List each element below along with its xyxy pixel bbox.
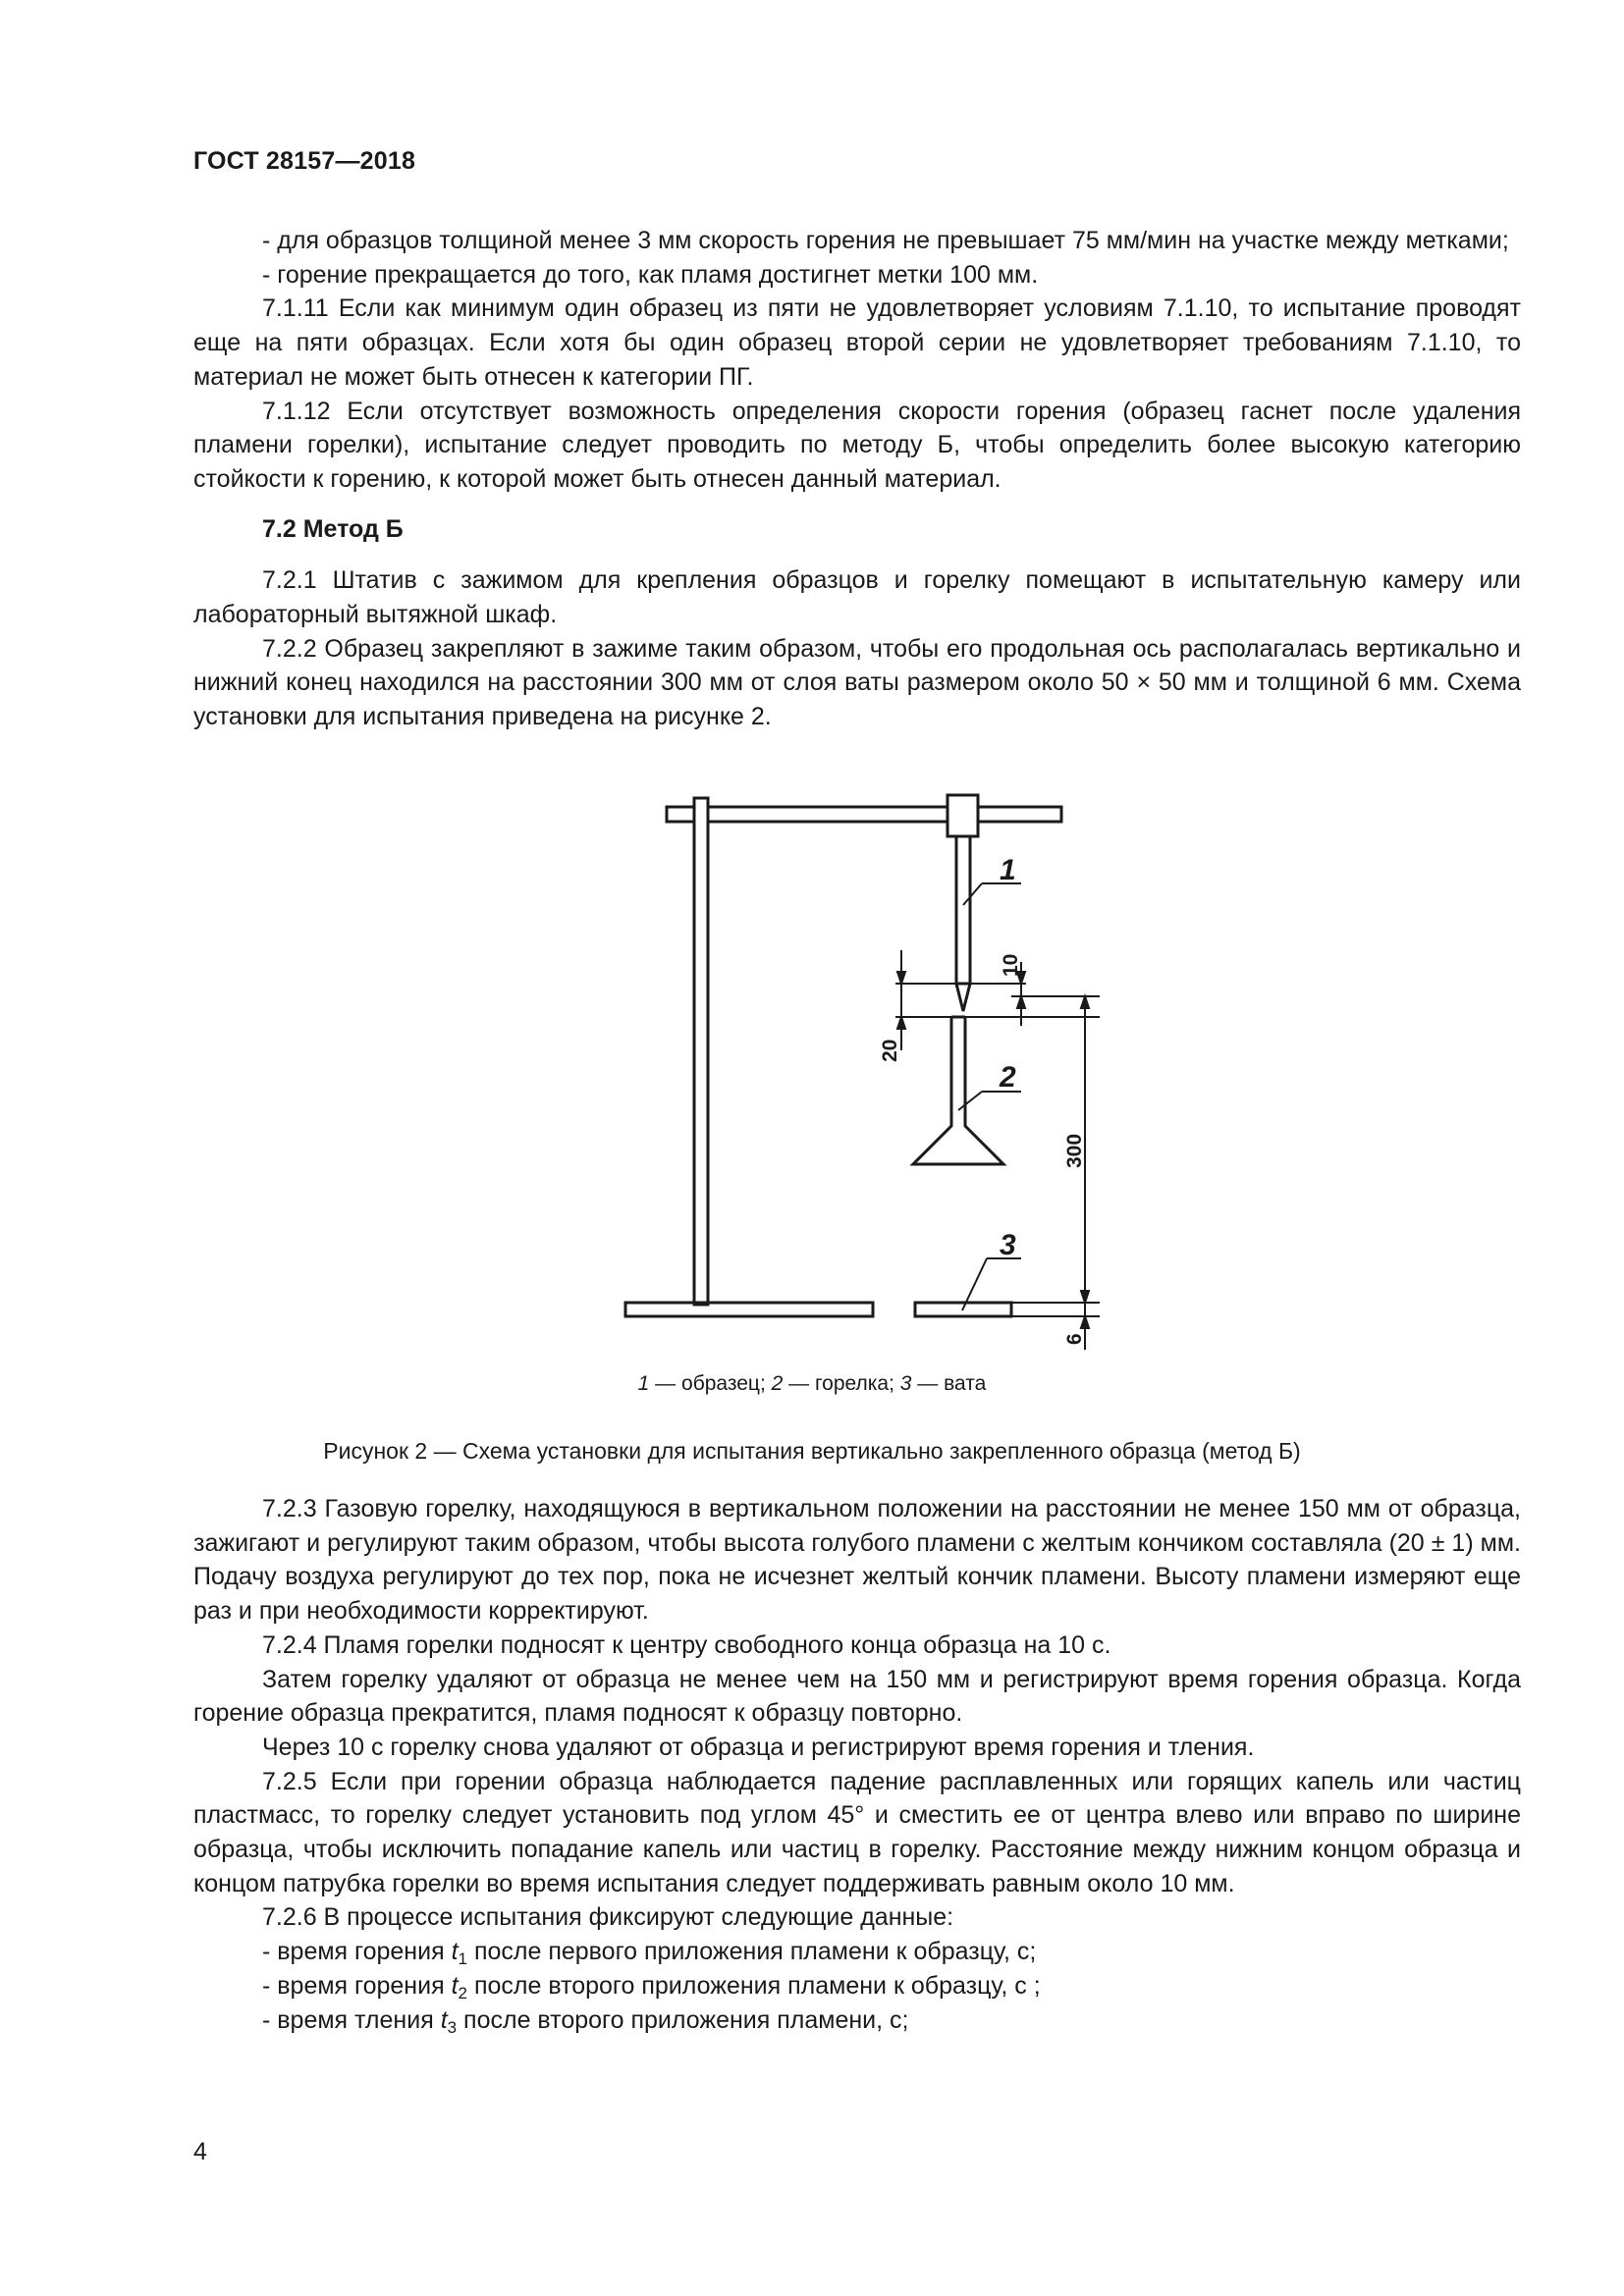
legend-text: — вата — [911, 1372, 987, 1395]
clamp-block — [947, 795, 978, 836]
legend-text: — образец; — [649, 1372, 772, 1395]
label-specimen: 1 — [1000, 854, 1016, 886]
dim-10: 10 — [1000, 953, 1022, 977]
figure-caption: Рисунок 2 — Схема установки для испытания вертикально закрепленного образца (метод Б) — [323, 1438, 1301, 1464]
paragraph-7-2-5: 7.2.5 Если при горении образца наблюдается падение расплавленных или горящих капель или частиц пластмасс, то горелку следует установить под углом 45° и сместить ее от центра влево или вправо по ширине образца, чтобы исключить попадание капель или частиц в горелку. Расстояние между нижним концом образца и концом патрубка горелки во время испытания следует поддерживать равным около 10 мм. — [193, 1767, 1521, 1897]
legend-num: 1 — [637, 1372, 650, 1395]
dim-300: 300 — [1063, 1133, 1086, 1168]
list-item: - время горения $t_1$ после первого приложения пламени к образцу, с; — [262, 1938, 1037, 1969]
paragraph-7-2-3: 7.2.3 Газовую горелку, находящуюся в вертикальном положении на расстоянии не менее 150 мм от образца, зажигают и регулируют таким образом, чтобы высота голубого пламени с желтым кончиком составляла (20 ± 1) мм. Подачу воздуха регулируют до тех пор, пока не исчезнет желтый кончик пламени. Высоту пламени измеряют еще раз и при необходимости корректируют. — [193, 1495, 1521, 1626]
figure-2-diagram — [599, 785, 1110, 1355]
dim-6: 6 — [1063, 1333, 1086, 1345]
dim-20: 20 — [879, 1039, 901, 1062]
text-block-bottom — [193, 1492, 1521, 2037]
paragraph-7-1-11: 7.1.11 Если как минимум один образец из пяти не удовлетворяет условиям 7.1.10, то испытание проводят еще на пяти образцах. Если хотя бы один образец второй серии не удовлетворяет требованиям 7.1.10, то материал не может быть отнесен к категории ПГ. — [193, 294, 1521, 391]
document-header: ГОСТ 28157—2018 — [193, 147, 416, 175]
paragraph: Затем горелку удаляют от образца не менее чем на 150 мм и регистрируют время горения образца. Когда горение образца прекратится, пламя подносят к образцу повторно. — [193, 1665, 1521, 1728]
figure-legend — [0, 1372, 1624, 1396]
legend-num: 2 — [771, 1372, 784, 1395]
label-cotton: 3 — [1000, 1229, 1016, 1261]
legend-text: — горелка; — [783, 1372, 900, 1395]
label-burner: 2 — [1000, 1061, 1016, 1094]
paragraph-7-2-2: 7.2.2 Образец закрепляют в зажиме таким образом, чтобы его продольная ось располагалась вертикально и нижний конец находился на расстоянии 300 мм от слоя ваты размером около 50 × 50 мм и толщиной 6 мм. Схема установки для испытания приведена на рисунке 2. — [193, 634, 1521, 731]
stand-top-bar — [667, 807, 1061, 822]
paragraph-7-2-6: 7.2.6 В процессе испытания фиксируют следующие данные: — [262, 1903, 954, 1932]
section-heading: 7.2 Метод Б — [262, 514, 404, 543]
specimen-tip — [956, 984, 970, 1011]
legend-num: 3 — [899, 1372, 912, 1395]
page-number: 4 — [193, 2138, 207, 2165]
stand-base — [625, 1303, 873, 1316]
paragraph: - горение прекращается до того, как пламя достигнет метки 100 мм. — [262, 260, 1039, 289]
paragraph-7-2-1: 7.2.1 Штатив с зажимом для крепления образцов и горелку помещают в испытательную камеру или лабораторный вытяжной шкаф. — [193, 566, 1521, 629]
paragraph-7-2-4: 7.2.4 Пламя горелки подносят к центру свободного конца образца на 10 с. — [262, 1630, 1111, 1659]
list-item: - время горения $t_2$ после второго приложения пламени к образцу, с ; — [262, 1971, 1041, 2002]
paragraph-7-1-12: 7.1.12 Если отсутствует возможность определения скорости горения (образец гаснет после удаления пламени горелки), испытание следует проводить по методу Б, чтобы определить более высокую категорию стойкости к горению, к которой может быть отнесен данный материал. — [193, 397, 1521, 493]
specimen — [956, 836, 970, 984]
paragraph: Через 10 с горелку снова удаляют от образца и регистрируют время горения и тления. — [262, 1733, 1255, 1761]
paragraph: - для образцов толщиной менее 3 мм скорость горения не превышает 75 мм/мин на участке между метками; — [262, 227, 1509, 254]
list-item: - время тления $t_3$ после второго приложения пламени, с; — [262, 2005, 909, 2037]
stand-rod — [694, 798, 708, 1305]
text-block-top — [193, 224, 1521, 734]
